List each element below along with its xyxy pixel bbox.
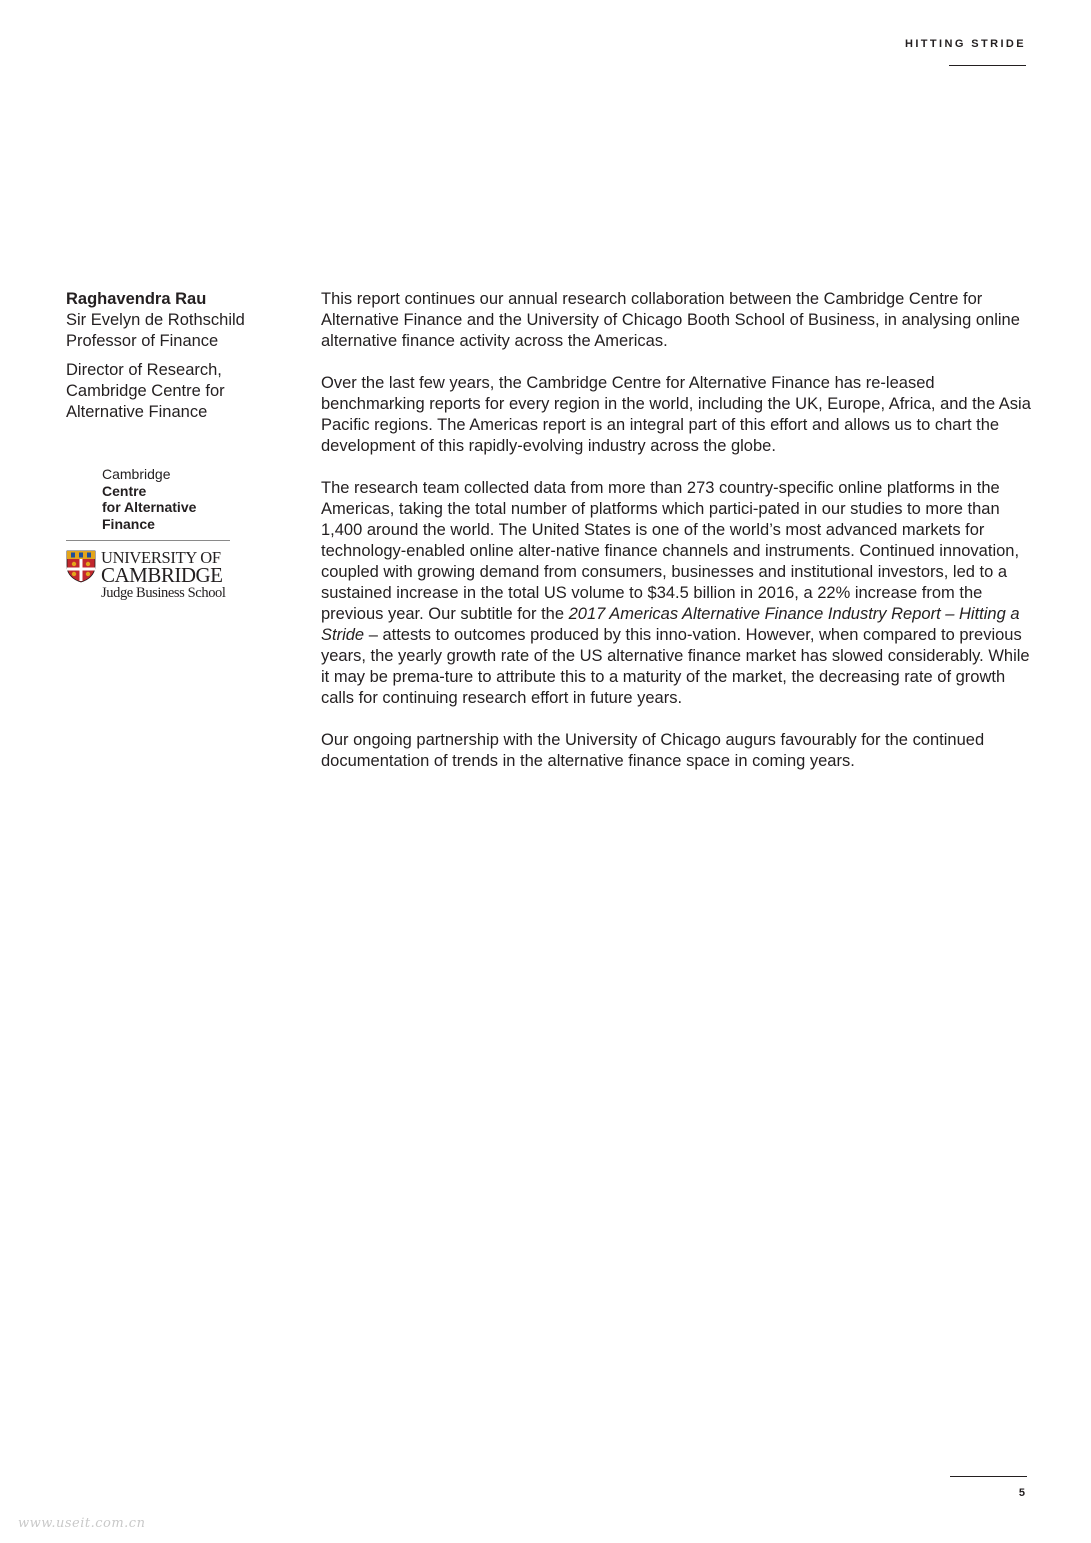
author-role-line-2: Cambridge Centre for: [66, 382, 225, 400]
cambridge-judge-logo: [66, 549, 236, 605]
ccaf-logo-line-2: Centre: [102, 482, 147, 499]
body-paragraph-3: [321, 478, 1031, 709]
body-paragraph-1: This report continues our annual research collaboration between the Cambridge Centre for Alternative Finance and the University of Chicago Booth School of Business, in analysing online alternative finance activity across the Americas.: [321, 290, 1020, 350]
foreword-body: [321, 289, 1031, 793]
university-crest-icon: [66, 550, 96, 583]
ccaf-logo-line-3: for Alternative: [102, 499, 197, 515]
cambridge-logo-line-3: Judge Business School: [101, 585, 226, 601]
footer-rule: [950, 1476, 1027, 1477]
author-title-line-1: Sir Evelyn de Rothschild: [66, 311, 245, 329]
author-role-line-3: Alternative Finance: [66, 403, 208, 421]
header-rule: [949, 65, 1026, 66]
ccaf-logo-line-4: Finance: [102, 515, 155, 532]
running-header-title: HITTING STRIDE: [905, 38, 1026, 50]
body-paragraph-2: Over the last few years, the Cambridge Centre for Alternative Finance has re-leased benchmarking reports for every region in the world, including the UK, Europe, Africa, and the Asia Pacific regions. The Americas report is an integral part of this effort and allows us to chart the development of this rapidly-evolving industry across the globe.: [321, 374, 1031, 455]
body-paragraph-3-part-1: The research team collected data from more than 273 country-specific online platforms in the Americas, taking the total number of platforms which partici-pated in our studies to more than 1,400 around the world. The United States is one of the world’s most advanced markets for technology-enabled online alter-native finance channels and instruments. Continued innovation, coupled with growing demand from consumers, businesses and institutional investors, led to a sustained increase in the total US volume to $34.5 billion in 2016, a 22% increase from the previous year. Our subtitle for the: [321, 479, 1020, 623]
cambridge-logo-line-1: UNIVERSITY OF: [101, 548, 221, 567]
body-paragraph-4: Our ongoing partnership with the University of Chicago augurs favourably for the continued documentation of trends in the alternative finance space in coming years.: [321, 731, 985, 770]
body-paragraph-3-part-2: – attests to outcomes produced by this inno-vation. However, when compared to previous years, the yearly growth rate of the US alternative finance market has slowed considerably. While it may be prema-ture to attribute this to a maturity of the market, the decreasing rate of growth calls for continuing research effort in future years.: [321, 626, 1030, 707]
author-name: Raghavendra Rau: [66, 290, 207, 308]
ccaf-logo: [102, 466, 196, 532]
cambridge-logo-line-2: CAMBRIDGE: [101, 563, 223, 587]
author-sidebar: [66, 289, 276, 423]
author-role-line-1: Director of Research,: [66, 361, 222, 379]
page-number: 5: [1018, 1487, 1025, 1499]
logo-divider: [66, 540, 230, 541]
author-title-line-2: Professor of Finance: [66, 332, 219, 350]
report-title-italic: 2017 Americas Alternative Finance Industry Report – Hitting a Stride: [321, 605, 1020, 644]
ccaf-logo-line-1: Cambridge: [102, 466, 171, 482]
author-role: [66, 360, 276, 423]
watermark: www.useit.com.cn: [18, 1516, 146, 1531]
